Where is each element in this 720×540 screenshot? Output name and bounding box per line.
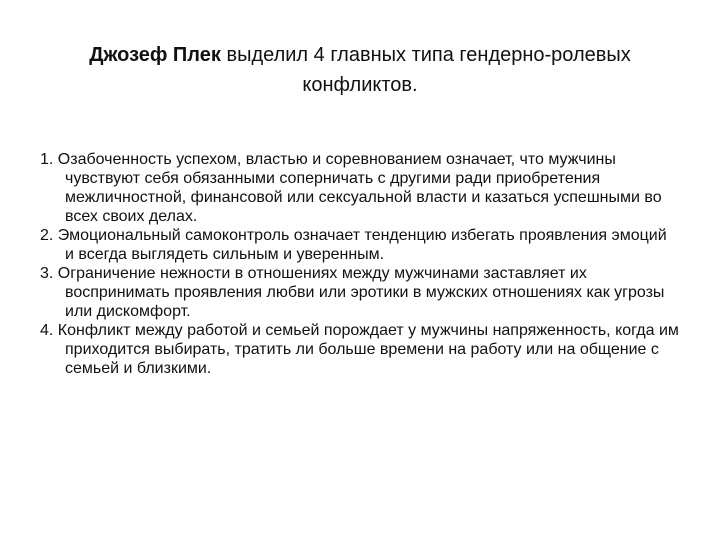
list-item: 3. Ограничение нежности в отношениях между мужчинами заставляет их воспринимать проявления любви или эротики в мужских отношениях как угрозы или дискомфорт. — [40, 265, 665, 320]
list-item: 4. Конфликт между работой и семьей порождает у мужчины напряженность, когда им приходится выбирать, тратить ли больше времени на работу или на общение с семьей и близкими. — [40, 322, 679, 377]
title-text: выделил 4 главных типа гендерно-ролевых конфликтов. — [220, 44, 631, 96]
list-item: 2. Эмоциональный самоконтроль означает тенденцию избегать проявления эмоций и всегда выглядеть сильным и уверенным. — [40, 227, 667, 263]
list-item: 1. Озабоченность успехом, властью и соревнованием означает, что мужчины чувствуют себя обязанными соперничать с другими ради приобретения межличностной, финансовой или сексуальной власти и казаться успешными во всех своих делах. — [40, 151, 662, 225]
slide-title — [60, 40, 660, 100]
conflict-list — [40, 150, 680, 378]
title-author: Джозеф Плек — [89, 44, 221, 66]
